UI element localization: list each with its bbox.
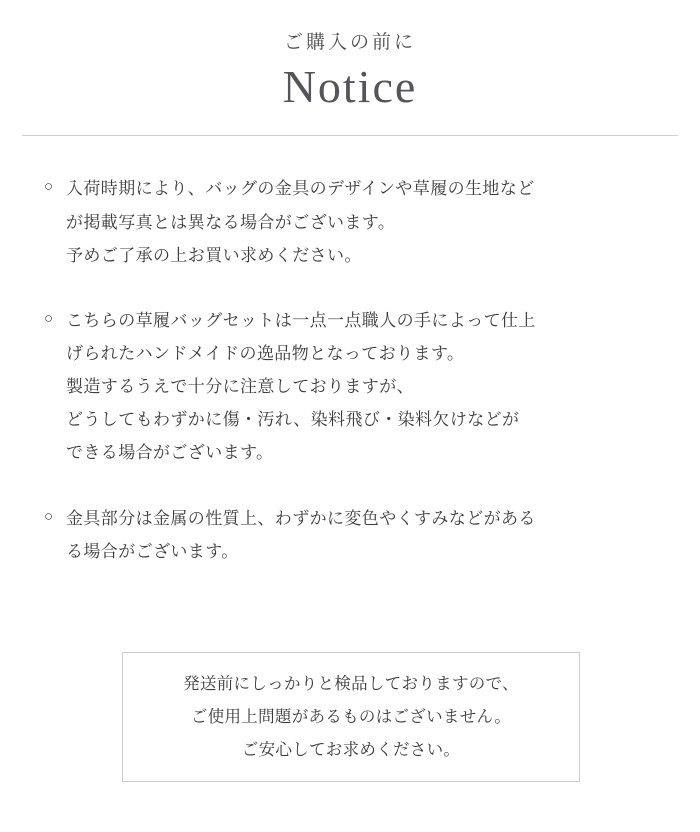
bullet-icon: ○ — [44, 507, 54, 525]
text-line: 入荷時期により、バッグの金具のデザインや草履の生地など — [66, 179, 535, 199]
list-item — [44, 172, 660, 271]
header-divider — [22, 135, 678, 136]
text-line: げられたハンドメイドの逸品物となっております。 — [66, 344, 465, 364]
assurance-callout — [122, 652, 580, 782]
list-item — [44, 502, 660, 568]
text-line: こちらの草履バッグセットは一点一点職人の手によって仕上 — [66, 310, 536, 330]
page-subtitle: ご購入の前に — [283, 32, 416, 53]
callout-line: 発送前にしっかりと検品しておりますので、 — [183, 674, 519, 693]
bullet-icon: ○ — [44, 178, 54, 196]
list-item — [44, 304, 660, 470]
text-line: どうしてもわずかに傷・汚れ、染料飛び・染料欠けなどが — [66, 410, 520, 430]
text-line: 予めご了承の上お買い求めください。 — [66, 245, 362, 265]
text-line: 金具部分は金属の性質上、わずかに変色やくすみなどがある — [66, 508, 536, 528]
list-item-text — [66, 304, 660, 470]
text-line: る場合がございます。 — [66, 541, 239, 561]
page-title: Notice — [282, 60, 418, 112]
text-line: 製造するうえで十分に注意しておりますが、 — [66, 377, 414, 397]
list-item-text — [66, 172, 660, 271]
callout-line: ご安心してお求めください。 — [241, 740, 461, 759]
text-line: が掲載写真とは異なる場合がございます。 — [66, 212, 396, 232]
callout-line: ご使用上問題があるものはございません。 — [190, 707, 512, 726]
bullet-icon: ○ — [44, 309, 54, 327]
notice-list — [0, 172, 700, 567]
page-header — [0, 0, 700, 136]
text-line: できる場合がございます。 — [66, 443, 274, 463]
list-item-text — [66, 502, 660, 568]
